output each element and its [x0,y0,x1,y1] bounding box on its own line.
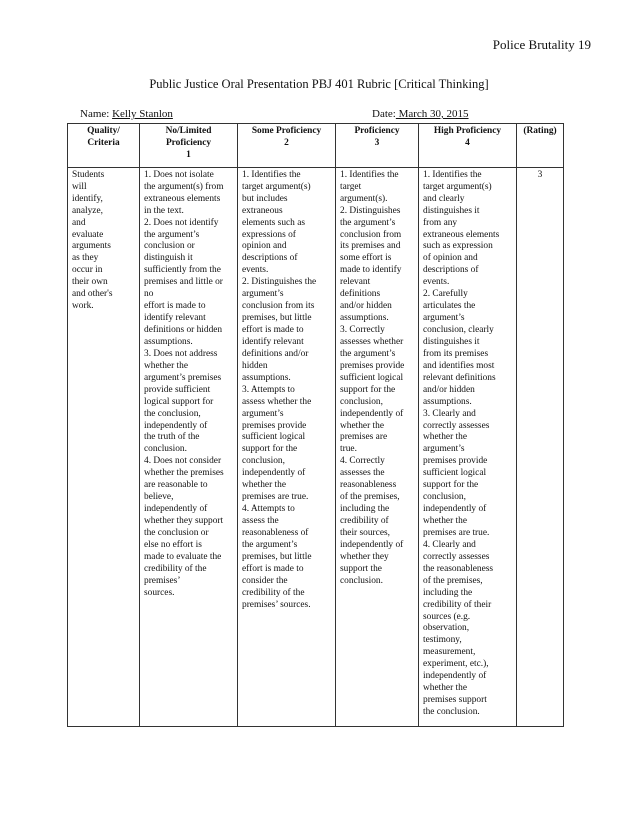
cell-line: 3. Clearly and [423,408,476,419]
cell-line: will [72,181,87,192]
cell-line: premises’ [144,575,181,586]
cell-line: premises, but little [242,313,312,324]
cell-line: of the premises, [423,575,483,586]
cell-line: argument’s [423,313,465,324]
cell-line: effort is made to [242,563,304,574]
cell-line: assess whether the [242,396,312,407]
cell-line: premises’ sources. [242,599,311,610]
cell-line: definitions and/or [242,348,309,359]
cell-line: independently of [242,468,306,479]
cell-line: conclusion, [242,456,285,467]
cell-line: credibility of the [144,563,207,574]
cell-line: argument’s [242,289,284,300]
cell-line: definitions or hidden [144,325,223,335]
cell-line: target argument(s) [242,181,311,192]
cell-line: 4. Attempts to [242,504,295,515]
cell-line: conclusion or [144,241,195,252]
some-proficiency-cell [238,167,336,726]
header-row [68,124,564,168]
cell-line: believe, [144,492,174,503]
cell-line: the argument’s [340,348,396,359]
date-label: Date: [372,108,396,120]
cell-line: assumptions. [242,372,291,383]
cell-line: assesses the [340,468,385,479]
cell-line: whether the premises [144,468,224,479]
cell-line: support for the [340,384,396,395]
col-header-no-limited [140,124,238,168]
cell-line: 1. Does not isolate [144,169,214,180]
name-label: Name: [80,108,113,120]
col-header-criteria [68,124,140,168]
high-proficiency-cell [419,167,517,726]
cell-line: premises, but little [242,551,312,562]
cell-line: experiment, etc.), [423,659,489,670]
col-header-rating [517,124,564,168]
cell-line: consider the [242,575,288,586]
cell-line: 2. Distinguishes the [242,277,317,288]
col-header-high [419,124,517,168]
cell-line: their sources, [340,527,390,538]
cell-line: assesses whether [340,336,404,347]
cell-line: credibility of their [423,599,492,610]
cell-line: sources. [144,587,175,598]
cell-line: 1. Identifies the [340,169,399,180]
cell-line: as they [72,253,99,264]
cell-line: events. [423,277,450,288]
cell-line: distinguishes it [423,205,480,216]
cell-line: events. [242,265,269,276]
cell-line: 1. Identifies the [242,169,301,180]
cell-line: whether they support [144,516,224,526]
cell-line: the conclusion. [423,707,480,717]
cell-line: whether the [144,360,188,371]
cell-line: analyze, [72,205,103,216]
cell-line: target [340,181,362,192]
cell-line: premises provide [340,360,405,371]
cell-line: assess the [242,516,279,526]
document-title: Public Justice Oral Presentation PBJ 401 Rubric [Critical Thinking] [149,77,489,91]
cell-line: extraneous elements [423,229,500,240]
cell-line: the argument’s [242,539,298,550]
cell-line: extraneous elements [144,193,221,204]
cell-line: premises support [423,695,487,706]
cell-line: in the text. [144,205,184,216]
cell-line: whether the [423,683,467,694]
cell-line: and/or hidden [340,301,392,312]
cell-line: 4. Correctly [340,456,385,467]
col-header-proficiency [336,124,419,168]
cell-line: the conclusion or [144,527,209,538]
cell-line: reasonableness of [242,527,309,538]
cell-line: assumptions. [423,396,472,407]
cell-line: hidden [242,360,268,371]
cell-line: premises are true. [423,527,490,538]
cell-line: arguments [72,241,111,252]
cell-line: independently of [423,671,487,682]
cell-line: evaluate [72,229,104,240]
criteria-cell [68,167,140,726]
cell-line: distinguish it [144,253,193,264]
cell-line: 3. Does not address [144,348,218,359]
cell-line: correctly assesses [423,420,490,431]
cell-line: reasonableness [340,480,397,491]
cell-line: effort is made to [144,301,206,312]
cell-line: argument’s premises [144,372,222,383]
cell-line: are reasonable to [144,480,208,491]
cell-line: true. [340,444,357,455]
cell-line: and/or hidden [423,384,475,395]
cell-line: whether the [423,432,467,443]
running-head: Police Brutality 19 [492,37,591,52]
cell-line: conclusion from its [242,301,315,312]
cell-line: descriptions of [423,265,479,276]
cell-line: argument’s [242,408,284,419]
cell-line: measurement, [423,647,476,658]
cell-line: sources (e.g. [423,611,471,622]
cell-line: identify relevant [144,313,206,324]
cell-line: articulates the [423,301,476,312]
cell-line: assumptions. [340,313,389,324]
header-line: No/Limited [165,126,212,136]
cell-line: independently of [340,539,404,550]
cell-line: Students [72,169,105,180]
cell-line: premises provide [242,420,307,431]
cell-line: testimony, [423,635,462,646]
cell-line: conclusion. [340,575,383,586]
cell-line: logical support for [144,396,214,407]
cell-line: of opinion and [423,253,478,264]
header-line: (Rating) [523,126,557,136]
cell-line: the argument’s [144,229,200,240]
cell-line: some effort is [340,253,392,264]
cell-line: elements such as [242,217,306,228]
cell-line: effort is made to [242,325,304,335]
cell-line: the reasonableness [423,563,494,574]
name-line [80,108,173,120]
table-row [68,167,564,726]
name-value: Kelly Stanlon [112,108,173,120]
cell-line: else no effort is [144,539,202,550]
cell-line: 2. Distinguishes [340,205,401,216]
cell-line: and clearly [423,193,465,204]
cell-line: independently of [423,504,487,515]
cell-line: work. [72,301,94,312]
rubric-table [67,123,564,727]
header-line: Quality/ [87,126,120,136]
cell-line: support for the [242,444,298,455]
cell-line: conclusion, clearly [423,325,494,335]
cell-line: their own [72,277,108,288]
cell-line: credibility of [340,516,389,526]
cell-line: opinion and [242,241,287,252]
cell-line: but includes [242,193,288,204]
cell-line: 3. Attempts to [242,384,295,395]
cell-line: correctly assesses [423,551,490,562]
cell-line: the conclusion, [144,408,201,419]
cell-line: independently of [144,420,208,431]
cell-line: conclusion, [340,396,383,407]
cell-line: premises are true. [242,492,309,503]
cell-line: 4. Does not consider [144,456,222,467]
cell-line: and identifies most [423,360,495,371]
cell-line: premises provide [423,456,488,467]
cell-line: provide sufficient [144,384,211,395]
cell-line: argument(s). [340,193,388,204]
cell-line: from its premises [423,348,489,359]
cell-line: the argument(s) from [144,181,224,192]
cell-line: conclusion, [423,492,466,503]
cell-line: sufficient logical [242,432,306,443]
cell-line: credibility of the [242,587,305,598]
cell-line: occur in [72,265,103,276]
cell-line: including the [423,587,473,598]
header-line: Some Proficiency [251,126,322,136]
cell-line: premises are [340,432,388,443]
header-line: 1 [186,149,191,160]
header-line: High Proficiency [433,126,502,136]
no-limited-cell [140,167,238,726]
date-value: March 30, 2015 [395,108,469,120]
cell-line: independently of [144,504,208,515]
cell-line: conclusion. [144,444,187,455]
cell-line: such as expression [423,241,493,252]
cell-line: support the [340,563,382,574]
cell-line: and [72,217,86,228]
cell-line: assumptions. [144,336,193,347]
cell-line: independently of [340,408,404,419]
cell-line: descriptions of [242,253,298,264]
cell-line: extraneous [242,205,283,216]
cell-line: whether the [340,420,384,431]
header-line: Criteria [87,137,120,148]
cell-line: support for the [423,480,479,491]
header-line: 2 [284,137,289,148]
cell-line: 1. Identifies the [423,169,482,180]
cell-line: identify relevant [242,336,304,347]
date-line [372,108,469,120]
cell-line: relevant definitions [423,372,496,383]
cell-line: including the [340,504,390,515]
cell-line: distinguishes it [423,336,480,347]
cell-line: target argument(s) [423,181,492,192]
cell-line: and other's [72,289,113,300]
cell-line: made to identify [340,265,402,276]
cell-line: the argument’s [340,217,396,228]
cell-line: observation, [423,623,470,634]
cell-line: no [144,289,154,300]
cell-line: premises and little or [144,277,223,288]
header-line: Proficiency [165,137,212,148]
cell-line: from any [423,217,458,228]
cell-line: 2. Does not identify [144,217,219,228]
header-line: 3 [374,137,380,148]
col-header-some [238,124,336,168]
cell-line: whether the [242,480,286,491]
cell-line: 2. Carefully [423,289,468,300]
rating-cell: 3 [517,167,564,726]
cell-line: its premises and [340,241,401,252]
cell-line: argument’s [423,444,465,455]
cell-line: relevant [340,277,371,288]
cell-line: sufficient logical [340,372,404,383]
cell-line: whether the [423,516,467,526]
cell-line: identify, [72,193,103,204]
cell-line: 4. Clearly and [423,539,476,550]
cell-line: 3. Correctly [340,325,385,335]
header-line: 4 [465,137,470,148]
cell-line: expressions of [242,229,296,240]
header-line: Proficiency [354,126,400,136]
cell-line: whether they [340,551,389,562]
cell-line: sufficiently from the [144,265,221,276]
cell-line: made to evaluate the [144,551,222,562]
cell-line: of the premises, [340,492,400,503]
cell-line: conclusion from [340,229,402,240]
cell-line: definitions [340,289,381,300]
cell-line: the truth of the [144,432,200,443]
cell-line: sufficient logical [423,468,487,479]
proficiency-cell [336,167,419,726]
